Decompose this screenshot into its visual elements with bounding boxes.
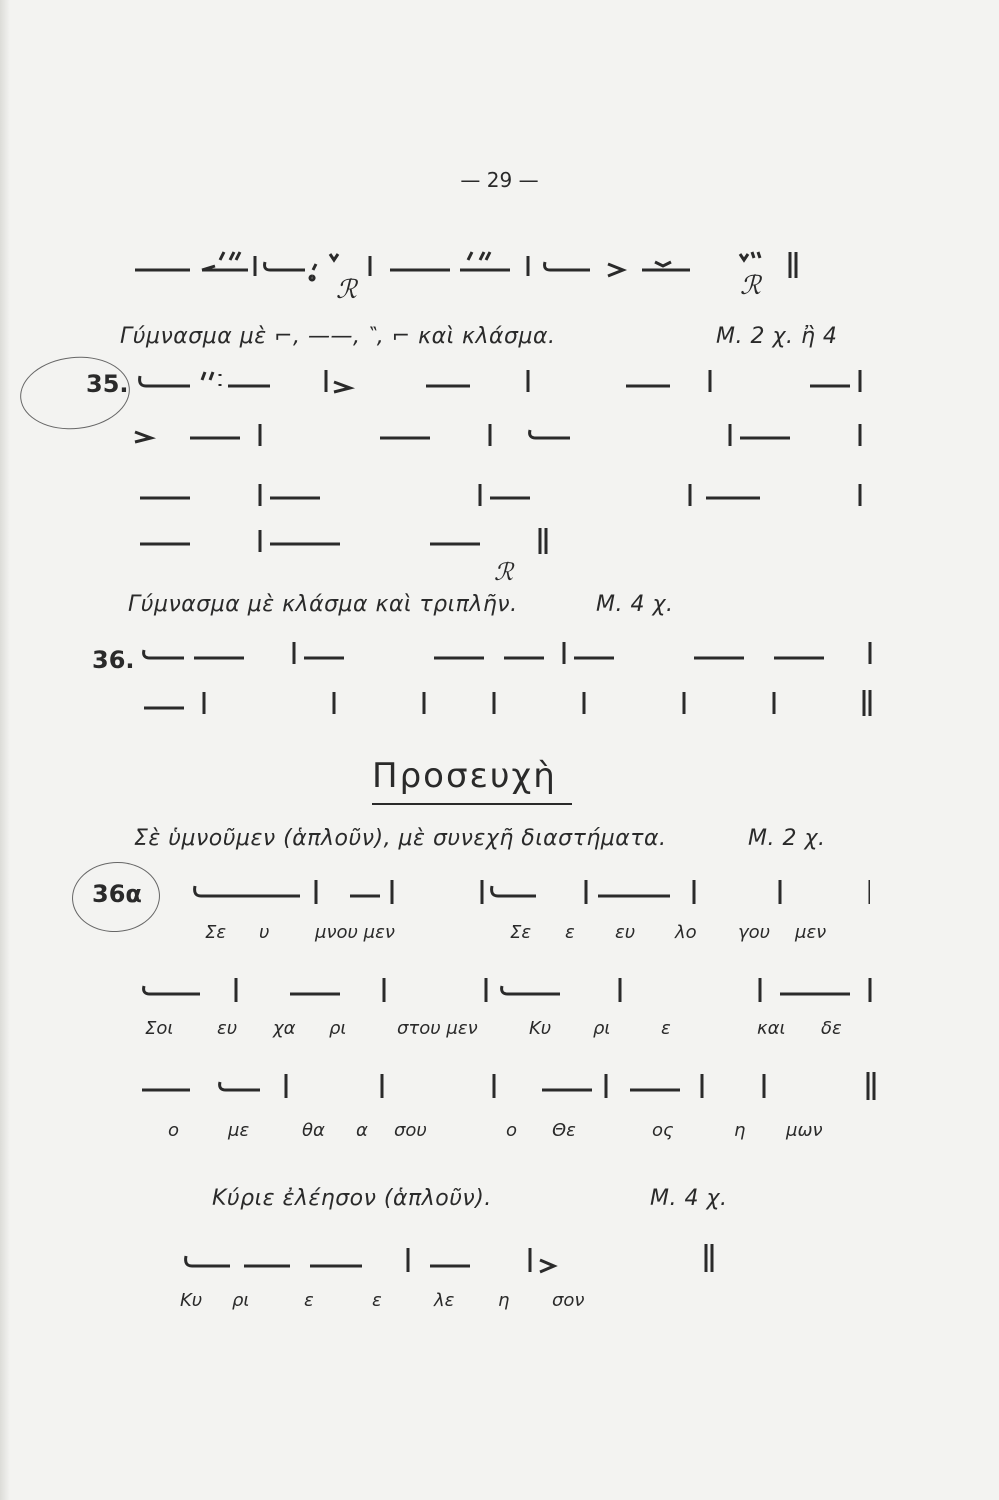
neume-staff-35-line4 bbox=[130, 524, 630, 584]
neume-staff-0 bbox=[130, 248, 890, 308]
caption-hymn-se-ymnoumen: Σὲ ὑμνοῦμεν (ἁπλοῦν), μὲ συνεχῆ διαστήματα. bbox=[134, 826, 667, 851]
lyric-syllable: λε bbox=[434, 1290, 455, 1311]
prayer-title-underline bbox=[372, 803, 572, 805]
lyric-syllable: Θε bbox=[552, 1120, 576, 1141]
meter-exercise-35: Μ. 2 χ. ἢ 4 bbox=[716, 324, 838, 349]
neume-staff-35-line2 bbox=[130, 418, 870, 468]
lyric-syllable: ευ bbox=[615, 922, 636, 943]
exercise-number-36a: 36α bbox=[92, 880, 142, 908]
neume-staff-36a-line2 bbox=[130, 974, 880, 1014]
exercise-number-35: 35. bbox=[86, 370, 129, 398]
page-number: — 29 — bbox=[460, 168, 539, 192]
lyric-syllable: μων bbox=[786, 1120, 823, 1141]
neume-staff-36a-line3 bbox=[130, 1070, 880, 1110]
lyric-syllable: α bbox=[356, 1120, 368, 1141]
lyric-syllable: ε bbox=[565, 922, 575, 943]
meter-kyrie-eleison: Μ. 4 χ. bbox=[650, 1186, 728, 1211]
neume-staff-36-line2 bbox=[134, 686, 874, 742]
svg-text:ℛ: ℛ bbox=[494, 558, 514, 584]
lyric-syllable: γου bbox=[738, 922, 771, 943]
caption-kyrie-eleison: Κύριε ἐλέησον (ἁπλοῦν). bbox=[212, 1186, 492, 1211]
lyric-syllable: ο bbox=[168, 1120, 180, 1141]
caption-exercise-35: Γύμνασμα μὲ ⌐, ——, ‶, ⌐ καὶ κλάσμα. bbox=[120, 324, 556, 349]
exercise-number-36: 36. bbox=[92, 646, 135, 674]
lyric-syllable: μνου μεν bbox=[315, 922, 395, 943]
lyric-syllable: χα bbox=[273, 1018, 296, 1039]
lyric-syllable: θα bbox=[302, 1120, 325, 1141]
lyric-syllable: σον bbox=[552, 1290, 585, 1311]
page-edge bbox=[0, 0, 10, 1500]
lyric-syllable: ε bbox=[304, 1290, 314, 1311]
meter-exercise-36: Μ. 4 χ. bbox=[596, 592, 674, 617]
prayer-title: Προσευχὴ bbox=[372, 756, 557, 796]
lyric-syllable: ρι bbox=[593, 1018, 611, 1039]
lyric-syllable: ε bbox=[372, 1290, 382, 1311]
lyric-syllable: ρι bbox=[329, 1018, 347, 1039]
neume-staff-36a-line1 bbox=[130, 876, 870, 916]
lyric-syllable: ε bbox=[661, 1018, 671, 1039]
neume-staff-35-line1 bbox=[130, 362, 870, 422]
lyric-syllable: υ bbox=[259, 922, 270, 943]
meter-hymn-se-ymnoumen: Μ. 2 χ. bbox=[748, 826, 826, 851]
lyric-syllable: δε bbox=[821, 1018, 842, 1039]
lyric-syllable: ο bbox=[506, 1120, 518, 1141]
caption-exercise-36: Γύμνασμα μὲ κλάσμα καὶ τριπλῆν. bbox=[128, 592, 518, 617]
lyric-syllable: Κυ bbox=[180, 1290, 203, 1311]
lyric-syllable: ος bbox=[652, 1120, 674, 1141]
lyric-syllable: η bbox=[498, 1290, 510, 1311]
svg-text:ℛ: ℛ bbox=[740, 271, 761, 301]
lyric-syllable: και bbox=[757, 1018, 786, 1039]
svg-text:ℛ: ℛ bbox=[336, 275, 357, 305]
lyric-syllable: μεν bbox=[795, 922, 827, 943]
lyric-syllable: Σε bbox=[205, 922, 227, 943]
lyric-syllable: Σοι bbox=[145, 1018, 174, 1039]
lyric-syllable: Κυ bbox=[529, 1018, 552, 1039]
lyric-syllable: στου μεν bbox=[397, 1018, 478, 1039]
lyric-syllable: λο bbox=[675, 922, 697, 943]
lyric-syllable: η bbox=[734, 1120, 746, 1141]
neume-staff-35-line3 bbox=[130, 478, 870, 528]
lyric-syllable: ρι bbox=[232, 1290, 250, 1311]
lyric-syllable: με bbox=[228, 1120, 250, 1141]
lyric-syllable: Σε bbox=[510, 922, 532, 943]
neume-staff-36-line1 bbox=[134, 636, 874, 692]
lyric-syllable: σου bbox=[394, 1120, 427, 1141]
lyric-syllable: ευ bbox=[217, 1018, 238, 1039]
